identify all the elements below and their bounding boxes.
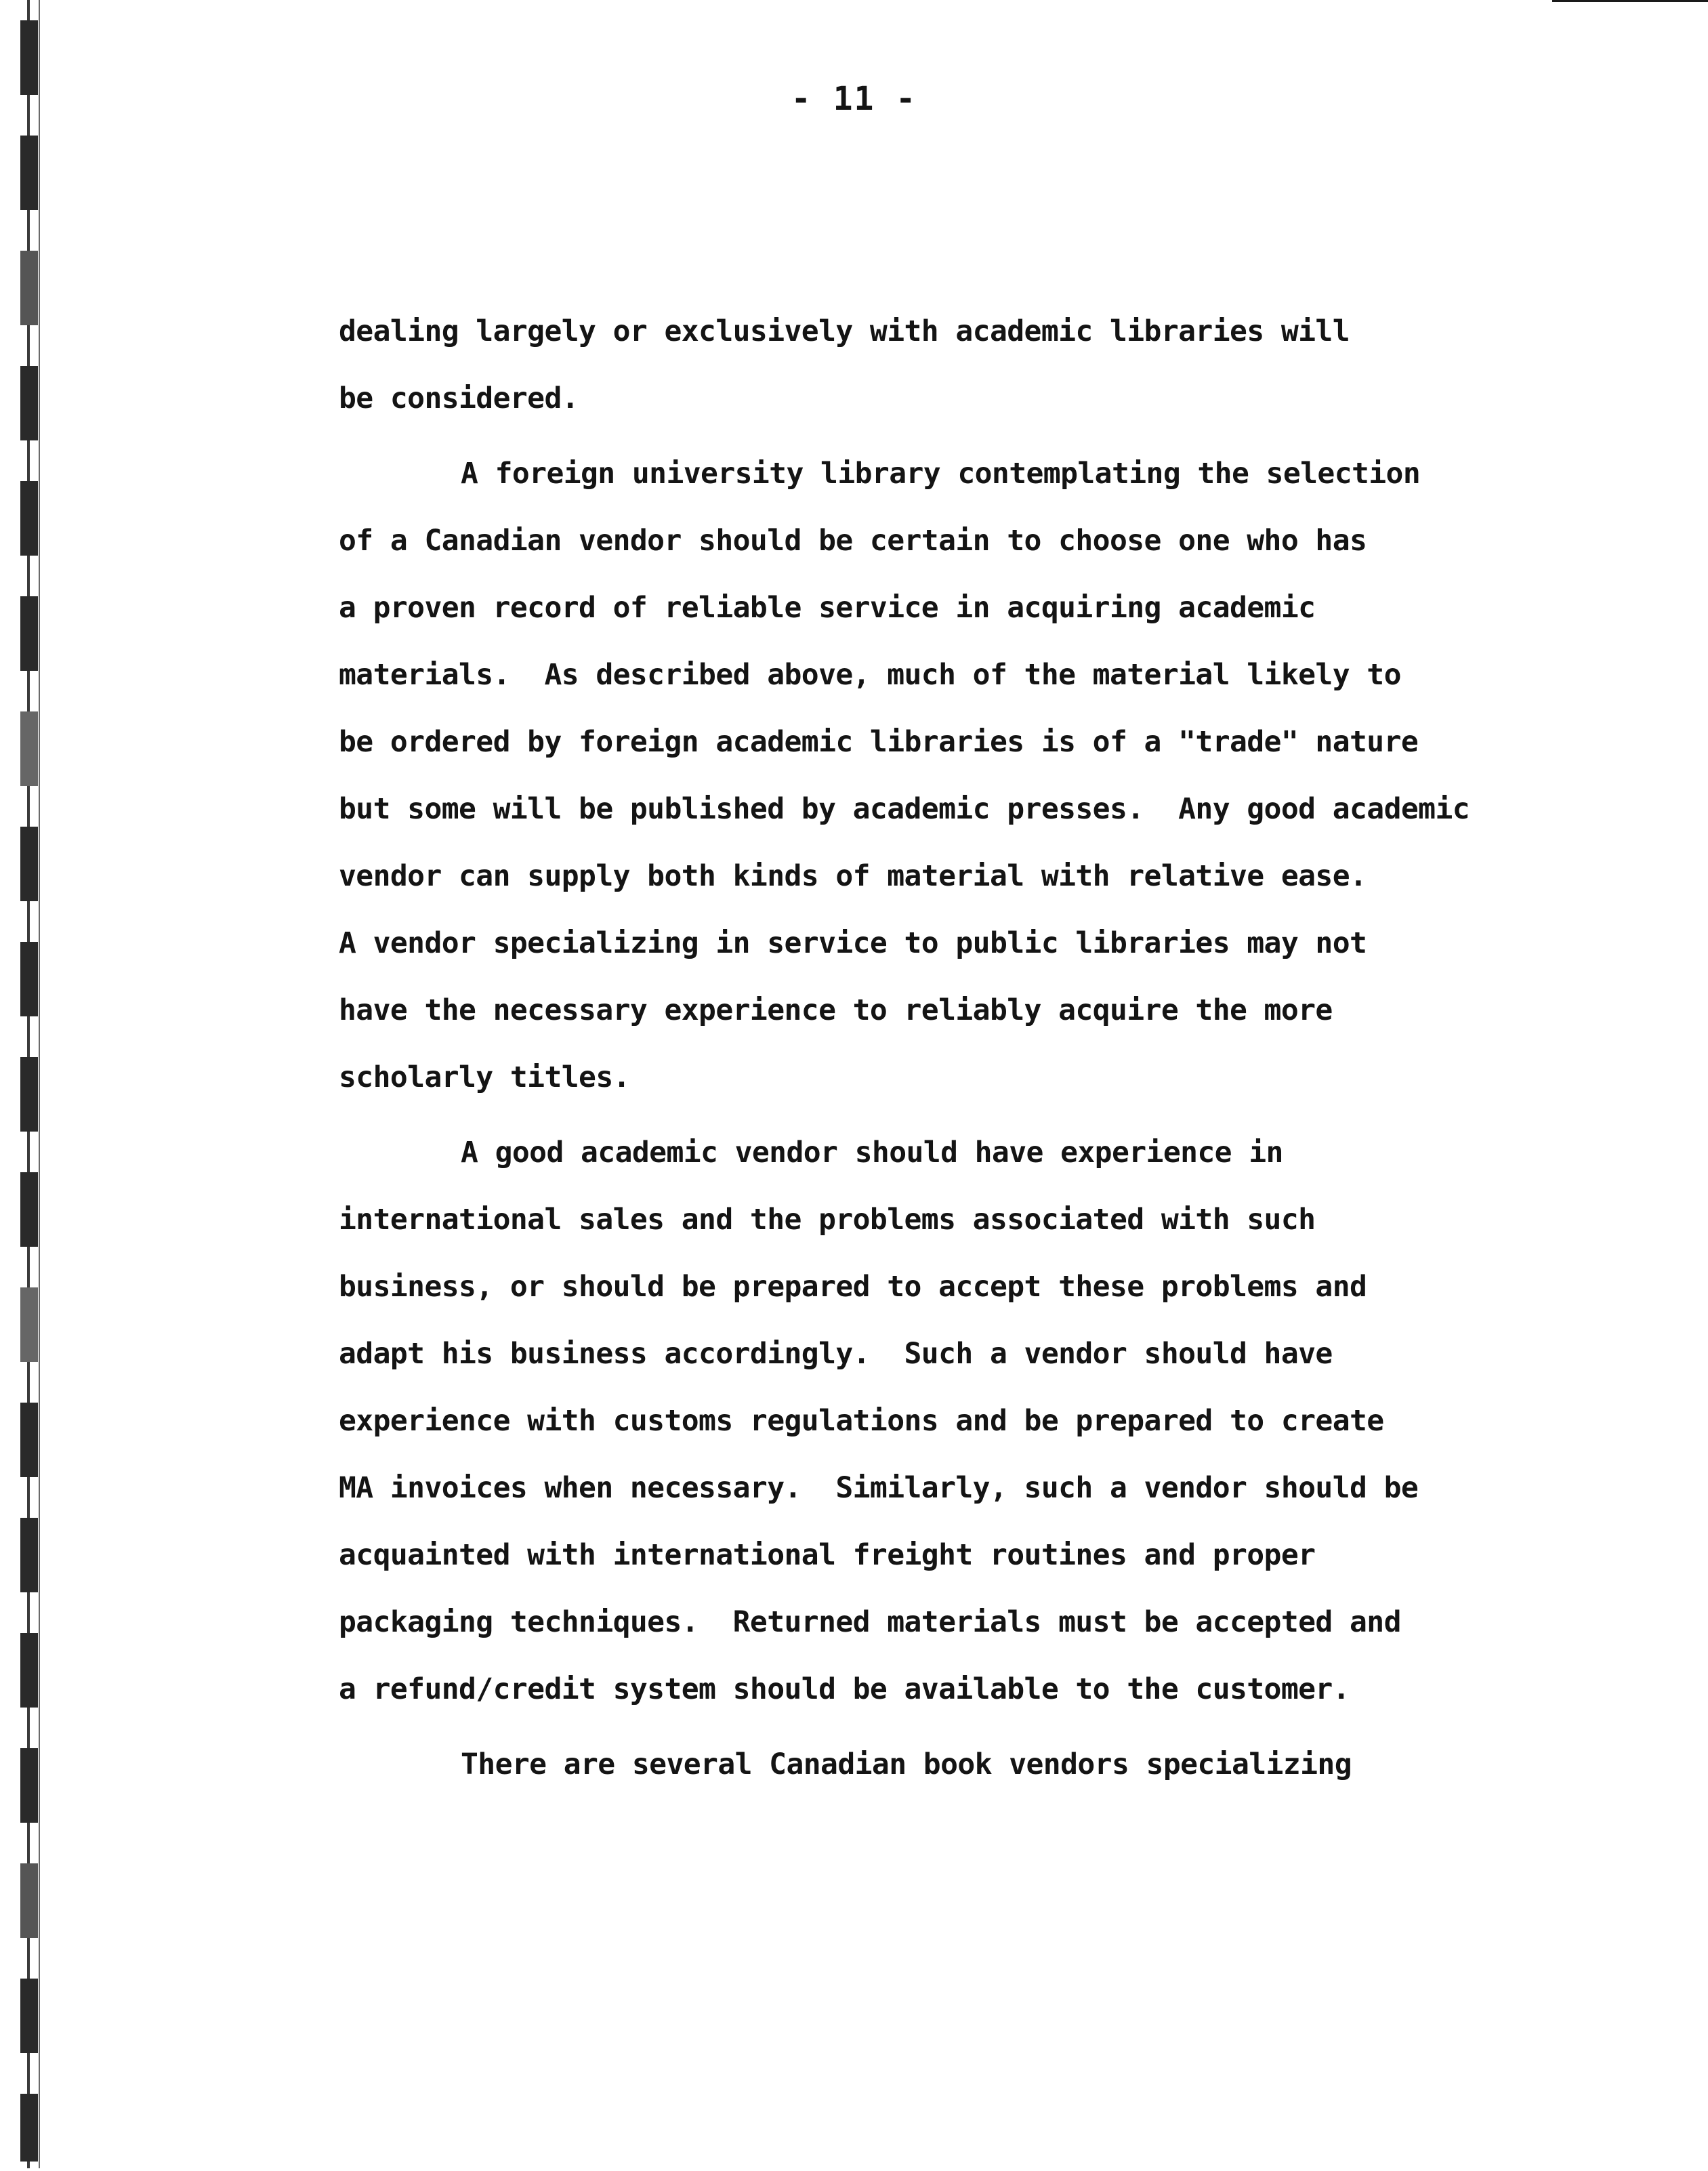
text-line: international sales and the problems associated with such — [339, 1203, 1316, 1237]
text-line: A good academic vendor should have experience in — [461, 1136, 1283, 1170]
text-line: a refund/credit system should be available to the customer. — [339, 1672, 1350, 1706]
paragraph — [339, 440, 1531, 1111]
text-line: A foreign university library contemplating the selection — [461, 457, 1421, 491]
text-line: A vendor specializing in service to public libraries may not — [339, 926, 1367, 960]
text-line: dealing largely or exclusively with academic libraries will — [339, 314, 1350, 348]
text-line: scholarly titles. — [339, 1060, 630, 1094]
corner-rule — [1552, 0, 1708, 2]
spiral-binding — [0, 0, 61, 2168]
paragraph — [339, 1731, 1531, 1798]
text-line: be considered. — [339, 381, 579, 415]
text-line: be ordered by foreign academic libraries is of a "trade" nature — [339, 725, 1419, 759]
text-line: materials. As described above, much of the material likely to — [339, 658, 1401, 692]
text-line: a proven record of reliable service in acquiring academic — [339, 591, 1316, 625]
paragraph — [339, 1119, 1531, 1723]
text-line: packaging techniques. Returned materials must be accepted and — [339, 1605, 1401, 1639]
text-line: of a Canadian vendor should be certain to choose one who has — [339, 524, 1367, 558]
text-line: but some will be published by academic presses. Any good academic — [339, 792, 1470, 826]
text-line: There are several Canadian book vendors specializing — [461, 1748, 1352, 1781]
text-line: experience with customs regulations and be prepared to create — [339, 1404, 1384, 1438]
text-line: vendor can supply both kinds of material with relative ease. — [339, 859, 1367, 893]
text-line: acquainted with international freight routines and proper — [339, 1538, 1316, 1572]
text-line: adapt his business accordingly. Such a vendor should have — [339, 1337, 1333, 1371]
document-body — [339, 298, 1531, 1798]
text-line: business, or should be prepared to accept these problems and — [339, 1270, 1367, 1304]
text-line: MA invoices when necessary. Similarly, such a vendor should be — [339, 1471, 1419, 1505]
paragraph — [339, 298, 1531, 432]
page-number: - 11 - — [791, 80, 917, 118]
text-line: have the necessary experience to reliably acquire the more — [339, 993, 1333, 1027]
